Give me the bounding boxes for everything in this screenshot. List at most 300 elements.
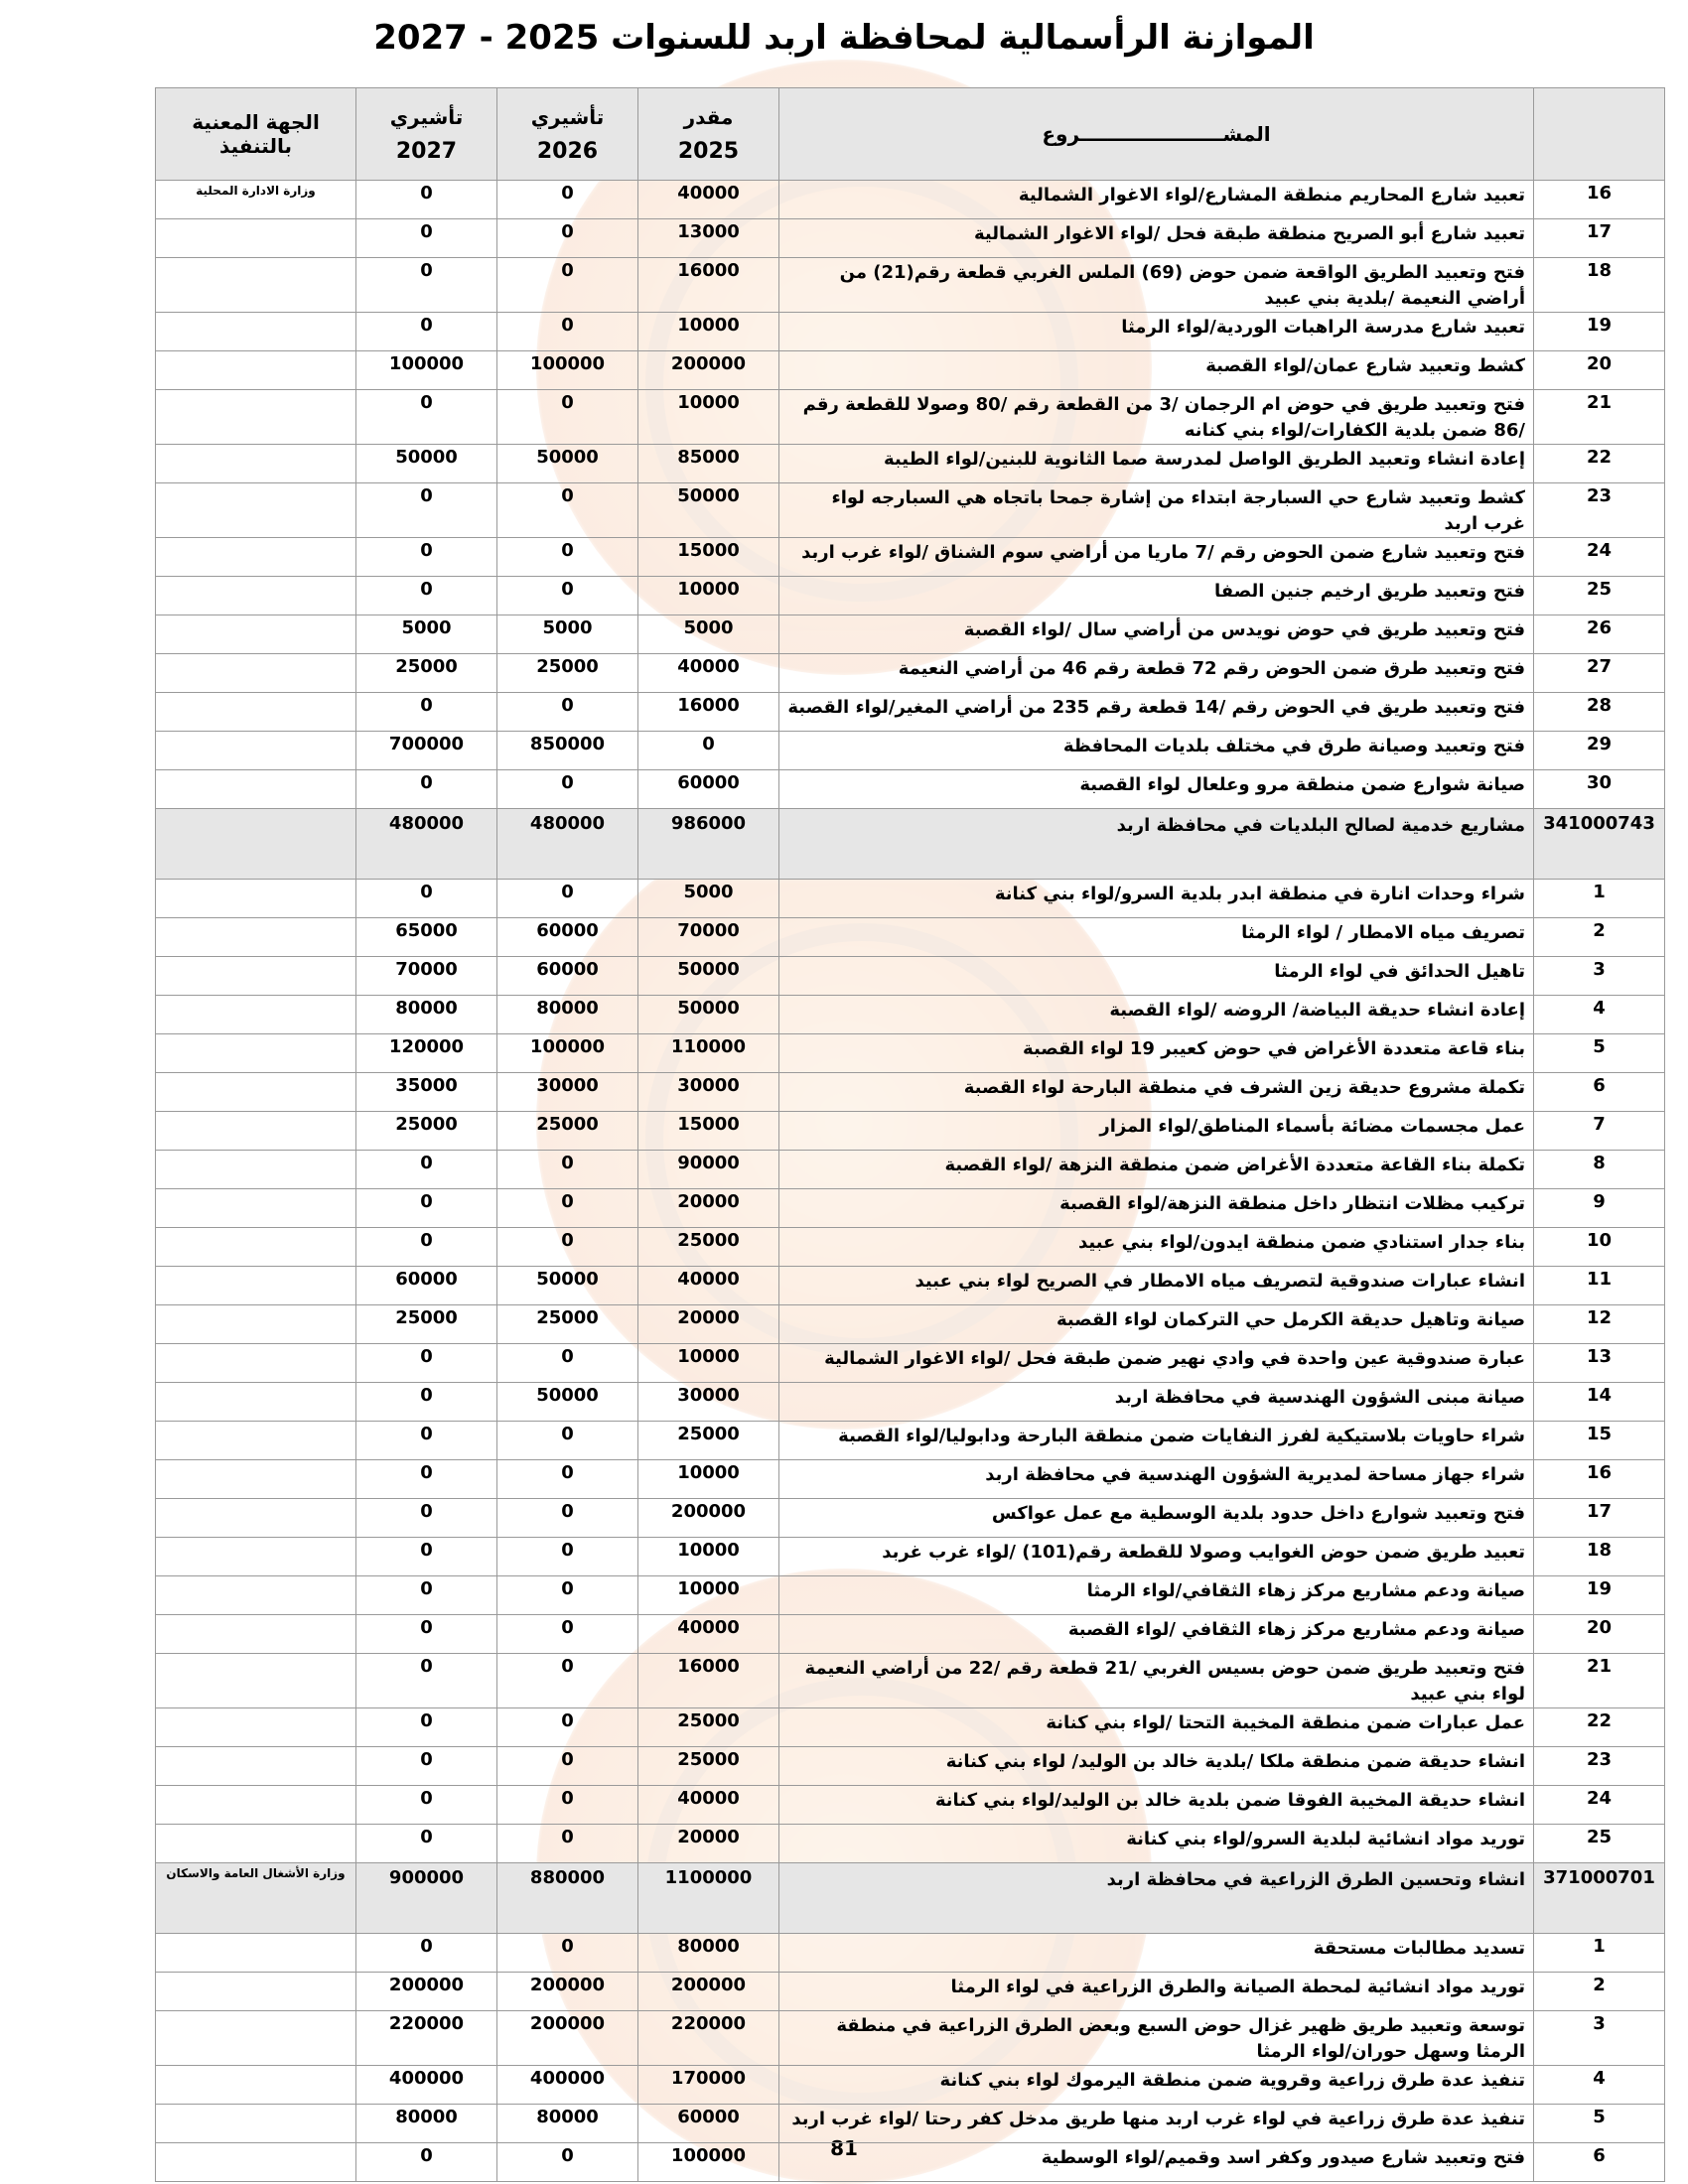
value-2026: 80000	[497, 2105, 638, 2143]
table-row	[156, 1151, 1665, 1189]
value-2025: 13000	[638, 219, 779, 258]
row-number: 19	[1534, 313, 1665, 351]
row-number: 6	[1534, 1073, 1665, 1112]
row-number: 25	[1534, 577, 1665, 615]
table-row	[156, 1708, 1665, 1747]
value-2027: 0	[356, 1576, 497, 1615]
value-2025: 85000	[638, 445, 779, 483]
project-name: كشط وتعبيد شارع حي السبارجة ابتداء من إشارة جمحا باتجاه هي السبارجه لواء غرب اربد	[779, 483, 1534, 538]
table-row	[156, 1112, 1665, 1151]
table-row	[156, 1615, 1665, 1654]
table-row	[156, 1499, 1665, 1538]
row-number: 23	[1534, 483, 1665, 538]
value-2026: 0	[497, 258, 638, 313]
value-2025: 220000	[638, 2011, 779, 2066]
table-row	[156, 1973, 1665, 2011]
table-row	[156, 2066, 1665, 2105]
value-2027: 700000	[356, 732, 497, 770]
table-row	[156, 1825, 1665, 1863]
agency-name	[156, 1151, 356, 1189]
project-name: عمل عبارات ضمن منطقة المخيبة التحتا /لواء بني كنانة	[779, 1708, 1534, 1747]
project-name: فتح وتعبيد طرق ضمن الحوض رقم 72 قطعة رقم 46 من أراضي النعيمة	[779, 654, 1534, 693]
value-2027: 100000	[356, 351, 497, 390]
table-row	[156, 1576, 1665, 1615]
value-2026: 0	[497, 1422, 638, 1460]
project-name: تصريف مياه الامطار / لواء الرمثا	[779, 918, 1534, 957]
row-number: 2	[1534, 918, 1665, 957]
project-name: فتح وتعبيد شارع ضمن الحوض رقم /7 ماريا من أراضي سوم الشناق /لواء غرب اربد	[779, 538, 1534, 577]
value-2026: 200000	[497, 2011, 638, 2066]
value-2025: 10000	[638, 313, 779, 351]
project-name: بناء جدار استنادي ضمن منطقة ايدون/لواء بني عبيد	[779, 1228, 1534, 1267]
row-number: 20	[1534, 1615, 1665, 1654]
project-name: انشاء حديقة المخيبة الفوقا ضمن بلدية خالد بن الوليد/لواء بني كنانة	[779, 1786, 1534, 1825]
agency-name	[156, 1825, 356, 1863]
agency-name	[156, 1228, 356, 1267]
value-2027: 0	[356, 693, 497, 732]
value-2025: 16000	[638, 693, 779, 732]
agency-name	[156, 351, 356, 390]
value-2025: 90000	[638, 1151, 779, 1189]
value-2026: 0	[497, 1615, 638, 1654]
table-row	[156, 2011, 1665, 2066]
project-name: تسديد مطالبات مستحقة	[779, 1934, 1534, 1973]
table-row	[156, 538, 1665, 577]
budget-table	[155, 87, 1665, 2182]
value-2025: 16000	[638, 1654, 779, 1708]
agency-name	[156, 1615, 356, 1654]
project-name: عمل مجسمات مضائة بأسماء المناطق/لواء المزار	[779, 1112, 1534, 1151]
value-2027: 900000	[356, 1863, 497, 1934]
value-2025: 110000	[638, 1034, 779, 1073]
table-row	[156, 1786, 1665, 1825]
agency-name	[156, 390, 356, 445]
value-2026: 25000	[497, 1305, 638, 1344]
table-row	[156, 1228, 1665, 1267]
value-2025: 60000	[638, 2105, 779, 2143]
agency-name	[156, 1422, 356, 1460]
row-number: 1	[1534, 880, 1665, 918]
project-name: إعادة انشاء وتعبيد الطريق الواصل لمدرسة صما الثانوية للبنين/لواء الطيبة	[779, 445, 1534, 483]
value-2025: 170000	[638, 2066, 779, 2105]
project-name: بناء قاعة متعددة الأغراض في حوض كعيبر 19 لواء القصبة	[779, 1034, 1534, 1073]
agency-name	[156, 483, 356, 538]
row-number: 22	[1534, 1708, 1665, 1747]
row-number: 2	[1534, 1973, 1665, 2011]
agency-name	[156, 1034, 356, 1073]
value-2026: 0	[497, 1786, 638, 1825]
value-2025: 20000	[638, 1825, 779, 1863]
row-number: 5	[1534, 1034, 1665, 1073]
value-2026: 0	[497, 2143, 638, 2182]
value-2025: 10000	[638, 1460, 779, 1499]
value-2025: 30000	[638, 1073, 779, 1112]
table-header-row	[156, 88, 1665, 181]
project-name: فتح وتعبيد شوارع داخل حدود بلدية الوسطية مع عمل عواكس	[779, 1499, 1534, 1538]
project-name: تاهيل الحدائق في لواء الرمثا	[779, 957, 1534, 996]
project-name: صيانة ودعم مشاريع مركز زهاء الثقافي /لواء القصبة	[779, 1615, 1534, 1654]
value-2027: 70000	[356, 957, 497, 996]
project-name: شراء حاويات بلاستيكية لفرز النفايات ضمن منطقة البارحة ودابوليا/لواء القصبة	[779, 1422, 1534, 1460]
value-2025: 40000	[638, 1615, 779, 1654]
value-2027: 0	[356, 1460, 497, 1499]
row-number: 341000743	[1534, 809, 1665, 880]
project-name: تنفيذ عدة طرق زراعية في لواء غرب اربد منها طريق مدخل كفر رحتا /لواء غرب اربد	[779, 2105, 1534, 2143]
project-name: شراء جهاز مساحة لمديرية الشؤون الهندسية في محافظة اربد	[779, 1460, 1534, 1499]
agency-name	[156, 1383, 356, 1422]
row-number: 26	[1534, 615, 1665, 654]
table-row	[156, 351, 1665, 390]
page-title: الموازنة الرأسمالية لمحافظة اربد للسنوات 2025 - 2027	[373, 18, 1315, 58]
row-number: 16	[1534, 1460, 1665, 1499]
row-number: 10	[1534, 1228, 1665, 1267]
value-2026: 0	[497, 1228, 638, 1267]
value-2025: 20000	[638, 1189, 779, 1228]
value-2025: 10000	[638, 577, 779, 615]
value-2026: 50000	[497, 1267, 638, 1305]
row-number: 1	[1534, 1934, 1665, 1973]
value-2025: 15000	[638, 1112, 779, 1151]
table-row	[156, 2143, 1665, 2182]
project-name: انشاء حديقة ضمن منطقة ملكا /بلدية خالد بن الوليد/ لواء بني كنانة	[779, 1747, 1534, 1786]
table-row	[156, 1305, 1665, 1344]
row-number: 14	[1534, 1383, 1665, 1422]
table-row	[156, 1747, 1665, 1786]
value-2025: 10000	[638, 1344, 779, 1383]
table-row	[156, 1383, 1665, 1422]
value-2027: 5000	[356, 615, 497, 654]
value-2027: 25000	[356, 1305, 497, 1344]
project-name: توريد مواد انشائية لمحطة الصيانة والطرق الزراعية في لواء الرمثا	[779, 1973, 1534, 2011]
value-2027: 0	[356, 483, 497, 538]
row-number: 27	[1534, 654, 1665, 693]
value-2026: 0	[497, 390, 638, 445]
value-2025: 1100000	[638, 1863, 779, 1934]
project-name: شراء وحدات انارة في منطقة ابدر بلدية السرو/لواء بني كنانة	[779, 880, 1534, 918]
value-2027: 50000	[356, 445, 497, 483]
value-2025: 986000	[638, 809, 779, 880]
value-2027: 480000	[356, 809, 497, 880]
value-2027: 35000	[356, 1073, 497, 1112]
value-2026: 0	[497, 1189, 638, 1228]
row-number: 12	[1534, 1305, 1665, 1344]
table-row	[156, 1654, 1665, 1708]
project-name: كشط وتعبيد شارع عمان/لواء القصبة	[779, 351, 1534, 390]
row-number: 7	[1534, 1112, 1665, 1151]
row-number: 24	[1534, 1786, 1665, 1825]
table-row	[156, 219, 1665, 258]
row-number: 8	[1534, 1151, 1665, 1189]
agency-name	[156, 615, 356, 654]
value-2025: 80000	[638, 1934, 779, 1973]
agency-name	[156, 445, 356, 483]
value-2027: 0	[356, 258, 497, 313]
header-2027: تأشيري 2027	[356, 88, 497, 181]
value-2025: 25000	[638, 1228, 779, 1267]
project-name: تعبيد شارع مدرسة الراهبات الوردية/لواء الرمثا	[779, 313, 1534, 351]
table-row	[156, 1538, 1665, 1576]
row-number: 17	[1534, 219, 1665, 258]
value-2026: 400000	[497, 2066, 638, 2105]
value-2025: 70000	[638, 918, 779, 957]
value-2027: 0	[356, 219, 497, 258]
value-2026: 0	[497, 483, 638, 538]
value-2027: 0	[356, 390, 497, 445]
value-2027: 0	[356, 1934, 497, 1973]
row-number: 13	[1534, 1344, 1665, 1383]
row-number: 30	[1534, 770, 1665, 809]
value-2026: 0	[497, 1344, 638, 1383]
value-2026: 0	[497, 880, 638, 918]
table-row	[156, 1422, 1665, 1460]
table-row	[156, 2105, 1665, 2143]
value-2026: 25000	[497, 654, 638, 693]
project-name: تكملة بناء القاعة متعددة الأغراض ضمن منطقة النزهة /لواء القصبة	[779, 1151, 1534, 1189]
value-2026: 0	[497, 1934, 638, 1973]
value-2026: 0	[497, 313, 638, 351]
value-2026: 60000	[497, 918, 638, 957]
value-2025: 40000	[638, 1267, 779, 1305]
value-2025: 10000	[638, 1538, 779, 1576]
value-2027: 0	[356, 1499, 497, 1538]
table-row	[156, 615, 1665, 654]
value-2025: 200000	[638, 351, 779, 390]
value-2027: 25000	[356, 1112, 497, 1151]
row-number: 16	[1534, 181, 1665, 219]
agency-name	[156, 1189, 356, 1228]
table-row	[156, 577, 1665, 615]
value-2025: 15000	[638, 538, 779, 577]
value-2026: 0	[497, 1460, 638, 1499]
value-2025: 50000	[638, 957, 779, 996]
value-2026: 0	[497, 1538, 638, 1576]
value-2026: 0	[497, 538, 638, 577]
value-2026: 100000	[497, 1034, 638, 1073]
value-2026: 850000	[497, 732, 638, 770]
row-number: 4	[1534, 2066, 1665, 2105]
agency-name	[156, 538, 356, 577]
project-name: إعادة انشاء حديقة البياضة/ الروضه /لواء القصبة	[779, 996, 1534, 1034]
agency-name	[156, 1654, 356, 1708]
agency-name	[156, 313, 356, 351]
table-row	[156, 693, 1665, 732]
row-number: 23	[1534, 1747, 1665, 1786]
value-2026: 60000	[497, 957, 638, 996]
project-name: فتح وتعبيد طريق ضمن حوض بسيس الغربي /21 قطعة رقم /22 من أراضي النعيمة لواء بني عبيد	[779, 1654, 1534, 1708]
value-2027: 400000	[356, 2066, 497, 2105]
value-2026: 0	[497, 1499, 638, 1538]
row-number: 25	[1534, 1825, 1665, 1863]
value-2026: 0	[497, 219, 638, 258]
header-number	[1534, 88, 1665, 181]
agency-name	[156, 1460, 356, 1499]
agency-name: وزارة الأشغال العامة والاسكان	[156, 1863, 356, 1934]
agency-name	[156, 1112, 356, 1151]
table-row	[156, 1460, 1665, 1499]
value-2027: 80000	[356, 996, 497, 1034]
value-2026: 0	[497, 770, 638, 809]
value-2027: 0	[356, 538, 497, 577]
value-2025: 200000	[638, 1499, 779, 1538]
project-name: عبارة صندوقية عين واحدة في وادي نهير ضمن طبقة فحل /لواء الاغوار الشمالية	[779, 1344, 1534, 1383]
value-2027: 0	[356, 1538, 497, 1576]
row-number: 18	[1534, 258, 1665, 313]
agency-name	[156, 2143, 356, 2182]
program-row	[156, 1863, 1665, 1934]
agency-name	[156, 693, 356, 732]
value-2026: 100000	[497, 351, 638, 390]
project-name: تنفيذ عدة طرق زراعية وقروية ضمن منطقة اليرموك لواء بني كنانة	[779, 2066, 1534, 2105]
value-2026: 0	[497, 1654, 638, 1708]
row-number: 4	[1534, 996, 1665, 1034]
agency-name	[156, 1576, 356, 1615]
project-name: فتح وتعبيد شارع صيدور وكفر اسد وقميم/لواء الوسطية	[779, 2143, 1534, 2182]
agency-name	[156, 1786, 356, 1825]
row-number: 3	[1534, 2011, 1665, 2066]
value-2027: 0	[356, 1228, 497, 1267]
project-name: تعبيد طريق ضمن حوض الغوايب وصولا للقطعة رقم(101) /لواء غرب غربد	[779, 1538, 1534, 1576]
header-agency: الجهة المعنية بالتنفيذ	[156, 88, 356, 181]
row-number: 21	[1534, 390, 1665, 445]
value-2027: 0	[356, 880, 497, 918]
value-2025: 5000	[638, 615, 779, 654]
project-name: توريد مواد انشائية لبلدية السرو/لواء بني كنانة	[779, 1825, 1534, 1863]
value-2027: 120000	[356, 1034, 497, 1073]
project-name: صيانة وتاهيل حديقة الكرمل حي التركمان لواء القصبة	[779, 1305, 1534, 1344]
table-row	[156, 313, 1665, 351]
header-2025: مقدر 2025	[638, 88, 779, 181]
value-2026: 0	[497, 1151, 638, 1189]
project-name: فتح وتعبيد طريق ارخيم جنين الصفا	[779, 577, 1534, 615]
table-row	[156, 1189, 1665, 1228]
row-number: 5	[1534, 2105, 1665, 2143]
table-row	[156, 1344, 1665, 1383]
value-2026: 0	[497, 577, 638, 615]
value-2027: 0	[356, 1786, 497, 1825]
value-2027: 0	[356, 1344, 497, 1383]
value-2026: 0	[497, 181, 638, 219]
project-name: فتح وتعبيد الطريق الواقعة ضمن حوض (69) الملس الغربي قطعة رقم(21) من أراضي النعيمة /بلدية بني عبيد	[779, 258, 1534, 313]
agency-name	[156, 1073, 356, 1112]
agency-name	[156, 996, 356, 1034]
agency-name	[156, 2105, 356, 2143]
value-2027: 25000	[356, 654, 497, 693]
value-2026: 480000	[497, 809, 638, 880]
value-2026: 25000	[497, 1112, 638, 1151]
value-2025: 25000	[638, 1708, 779, 1747]
value-2025: 16000	[638, 258, 779, 313]
value-2025: 25000	[638, 1747, 779, 1786]
value-2025: 5000	[638, 880, 779, 918]
value-2025: 200000	[638, 1973, 779, 2011]
agency-name	[156, 1499, 356, 1538]
agency-name	[156, 770, 356, 809]
value-2025: 10000	[638, 390, 779, 445]
agency-name	[156, 219, 356, 258]
project-name: فتح وتعبيد طريق في الحوض رقم /14 قطعة رقم 235 من أراضي المغير/لواء القصبة	[779, 693, 1534, 732]
row-number: 29	[1534, 732, 1665, 770]
value-2027: 60000	[356, 1267, 497, 1305]
project-name: تكملة مشروع حديقة زين الشرف في منطقة البارحة لواء القصبة	[779, 1073, 1534, 1112]
value-2026: 5000	[497, 615, 638, 654]
value-2027: 0	[356, 1825, 497, 1863]
table-row	[156, 654, 1665, 693]
agency-name	[156, 918, 356, 957]
row-number: 24	[1534, 538, 1665, 577]
value-2027: 0	[356, 1654, 497, 1708]
agency-name	[156, 258, 356, 313]
value-2025: 50000	[638, 996, 779, 1034]
project-name: مشاريع خدمية لصالح البلديات في محافظة اربد	[779, 809, 1534, 880]
table-row	[156, 181, 1665, 219]
agency-name	[156, 654, 356, 693]
project-name: صيانة شوارع ضمن منطقة مرو وعلعال لواء القصبة	[779, 770, 1534, 809]
project-name: تركيب مظلات انتظار داخل منطقة النزهة/لواء القصبة	[779, 1189, 1534, 1228]
program-row	[156, 809, 1665, 880]
value-2025: 60000	[638, 770, 779, 809]
table-row	[156, 770, 1665, 809]
agency-name	[156, 1747, 356, 1786]
row-number: 11	[1534, 1267, 1665, 1305]
table-row	[156, 390, 1665, 445]
agency-name	[156, 577, 356, 615]
row-number: 18	[1534, 1538, 1665, 1576]
value-2025: 0	[638, 732, 779, 770]
agency-name	[156, 1267, 356, 1305]
agency-name	[156, 2011, 356, 2066]
value-2025: 40000	[638, 654, 779, 693]
value-2025: 20000	[638, 1305, 779, 1344]
value-2025: 40000	[638, 181, 779, 219]
agency-name: وزارة الادارة المحلية	[156, 181, 356, 219]
value-2025: 25000	[638, 1422, 779, 1460]
agency-name	[156, 880, 356, 918]
table-row	[156, 1267, 1665, 1305]
value-2027: 0	[356, 1747, 497, 1786]
value-2027: 65000	[356, 918, 497, 957]
value-2026: 30000	[497, 1073, 638, 1112]
table-row	[156, 1034, 1665, 1073]
value-2027: 0	[356, 770, 497, 809]
table-row	[156, 1934, 1665, 1973]
value-2026: 0	[497, 1708, 638, 1747]
row-number: 6	[1534, 2143, 1665, 2182]
value-2027: 0	[356, 1422, 497, 1460]
value-2025: 100000	[638, 2143, 779, 2182]
row-number: 28	[1534, 693, 1665, 732]
value-2027: 0	[356, 1383, 497, 1422]
row-number: 3	[1534, 957, 1665, 996]
agency-name	[156, 2066, 356, 2105]
agency-name	[156, 1305, 356, 1344]
agency-name	[156, 1973, 356, 2011]
value-2026: 200000	[497, 1973, 638, 2011]
value-2025: 50000	[638, 483, 779, 538]
project-name: توسعة وتعبيد طريق ظهير غزال حوض السبع وبعض الطرق الزراعية في منطقة الرمثا وسهل حوران/لواء الرمثا	[779, 2011, 1534, 2066]
value-2027: 200000	[356, 1973, 497, 2011]
table-row	[156, 445, 1665, 483]
agency-name	[156, 809, 356, 880]
value-2027: 0	[356, 313, 497, 351]
value-2025: 30000	[638, 1383, 779, 1422]
value-2026: 50000	[497, 445, 638, 483]
page-number: 81	[830, 2136, 858, 2160]
value-2026: 880000	[497, 1863, 638, 1934]
value-2025: 10000	[638, 1576, 779, 1615]
project-name: فتح وتعبيد طريق في حوض نويدس من أراضي سال /لواء القصبة	[779, 615, 1534, 654]
agency-name	[156, 1708, 356, 1747]
row-number: 21	[1534, 1654, 1665, 1708]
